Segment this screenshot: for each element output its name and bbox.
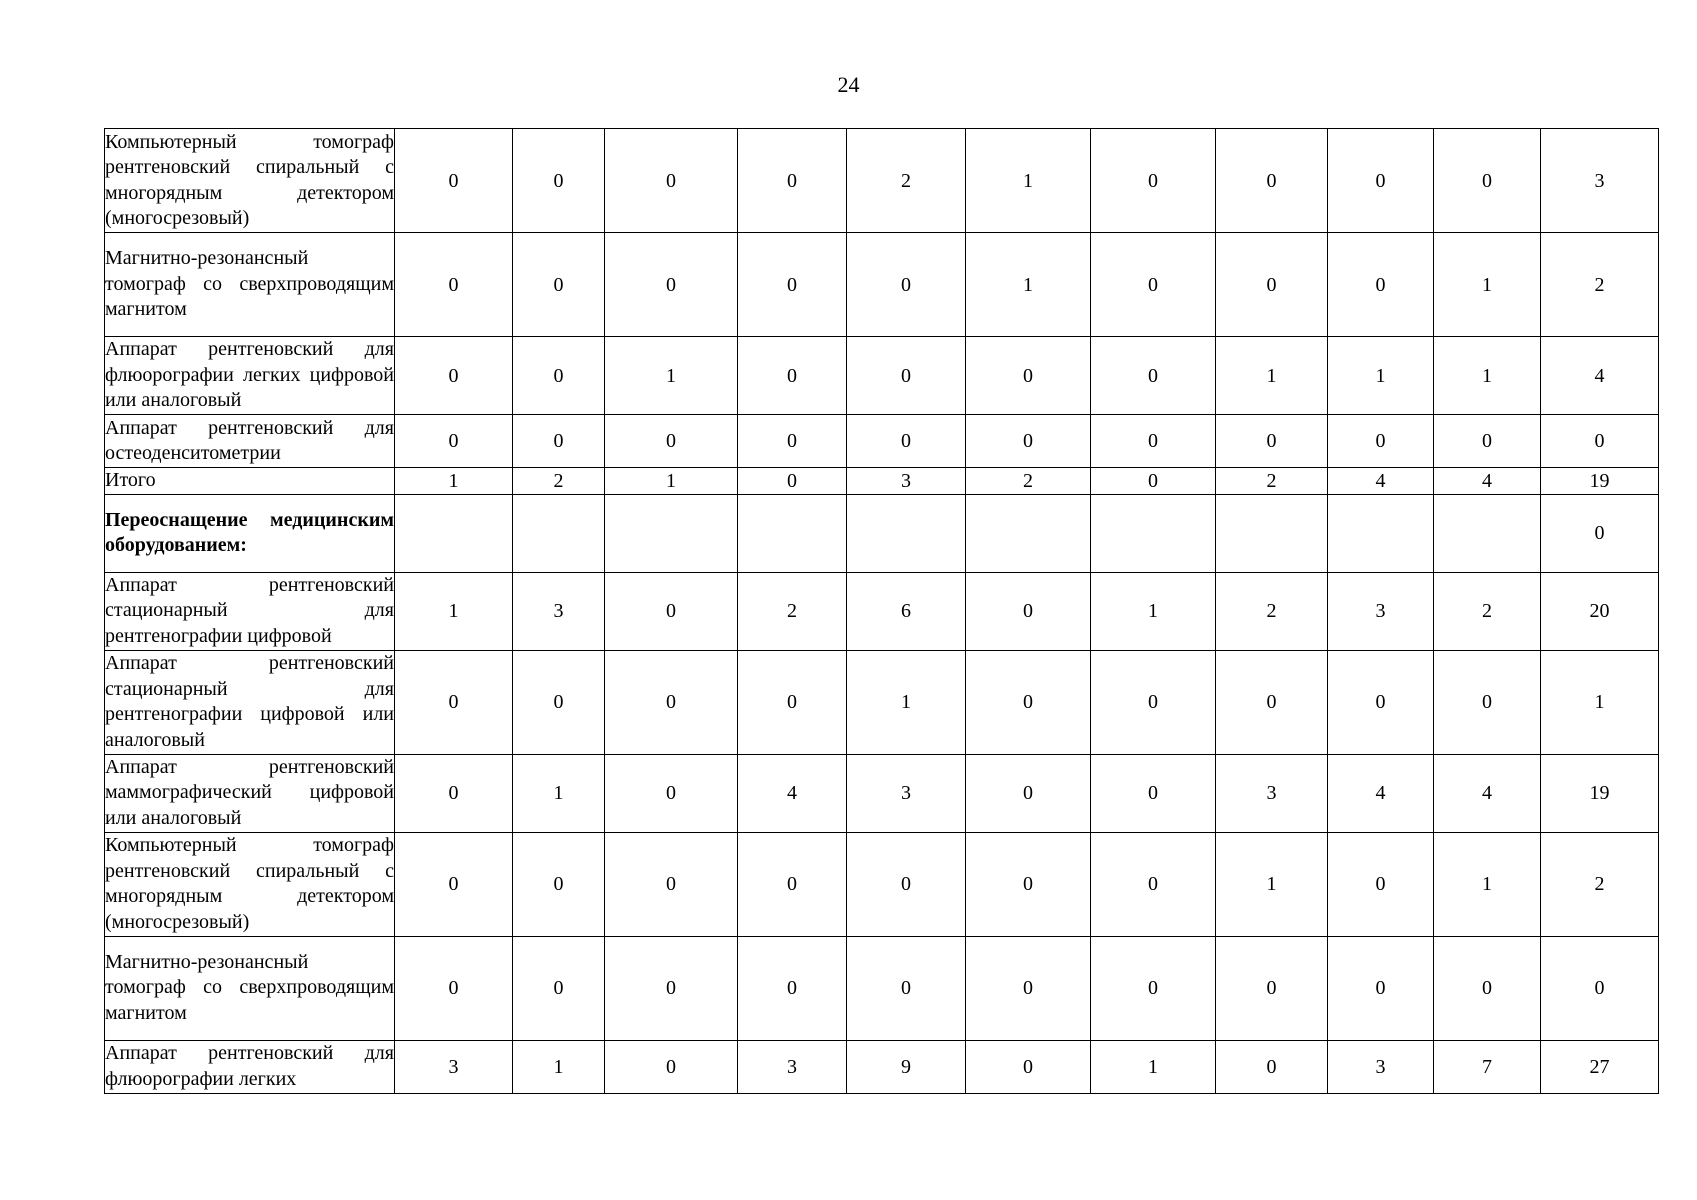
value-cell: 1 <box>1216 832 1328 936</box>
table-row <box>105 233 1659 337</box>
value-cell: 0 <box>513 337 605 415</box>
row-label: Аппарат рентгеновский для флюорографии легких цифровой или аналоговый <box>105 337 395 415</box>
value-cell: 1 <box>966 233 1091 337</box>
table-row <box>105 337 1659 415</box>
value-cell: 0 <box>1091 936 1216 1040</box>
value-cell: 2 <box>847 129 966 233</box>
value-cell: 0 <box>1328 129 1434 233</box>
row-label: Магнитно-резонансный томограф со сверхпроводящим магнитом <box>105 936 395 1040</box>
value-cell: 0 <box>395 936 513 1040</box>
value-cell: 0 <box>1328 650 1434 754</box>
value-cell: 0 <box>1328 415 1434 468</box>
value-cell: 0 <box>395 129 513 233</box>
value-cell: 0 <box>605 1040 738 1093</box>
table-row <box>105 650 1659 754</box>
value-cell: 1 <box>1434 233 1541 337</box>
value-cell: 0 <box>738 233 847 337</box>
value-cell <box>605 494 738 572</box>
value-cell: 1 <box>847 650 966 754</box>
table-row <box>105 936 1659 1040</box>
value-cell: 2 <box>738 572 847 650</box>
value-cell <box>395 494 513 572</box>
value-cell: 1 <box>1091 572 1216 650</box>
value-cell: 0 <box>966 572 1091 650</box>
value-cell: 0 <box>1434 415 1541 468</box>
row-label: Аппарат рентгеновский маммографический цифровой или аналоговый <box>105 754 395 832</box>
page-number: 24 <box>837 72 860 97</box>
value-cell: 0 <box>513 415 605 468</box>
value-cell: 0 <box>1328 936 1434 1040</box>
value-cell: 4 <box>1328 754 1434 832</box>
value-cell: 1 <box>513 754 605 832</box>
value-cell: 0 <box>605 572 738 650</box>
value-cell: 1 <box>605 337 738 415</box>
total-cell: 0 <box>1541 494 1659 572</box>
row-label: Аппарат рентгеновский для остеоденситометрии <box>105 415 395 468</box>
value-cell: 2 <box>966 468 1091 495</box>
value-cell: 7 <box>1434 1040 1541 1093</box>
value-cell: 1 <box>513 1040 605 1093</box>
row-label: Аппарат рентгеновский для флюорографии легких <box>105 1040 395 1093</box>
value-cell: 2 <box>1434 572 1541 650</box>
value-cell: 0 <box>513 832 605 936</box>
equipment-table <box>104 128 1659 1094</box>
value-cell <box>1434 494 1541 572</box>
value-cell: 4 <box>1328 468 1434 495</box>
value-cell: 0 <box>966 337 1091 415</box>
value-cell: 3 <box>1216 754 1328 832</box>
value-cell: 0 <box>1216 1040 1328 1093</box>
value-cell: 0 <box>513 233 605 337</box>
value-cell: 0 <box>605 129 738 233</box>
value-cell: 1 <box>1434 832 1541 936</box>
value-cell: 0 <box>1434 650 1541 754</box>
table-row <box>105 415 1659 468</box>
row-label: Компьютерный томограф рентгеновский спиральный с многорядным детектором (многосрезовый) <box>105 129 395 233</box>
value-cell: 0 <box>605 832 738 936</box>
value-cell: 0 <box>395 754 513 832</box>
value-cell: 9 <box>847 1040 966 1093</box>
table-row <box>105 468 1659 495</box>
value-cell: 0 <box>605 415 738 468</box>
total-cell: 2 <box>1541 233 1659 337</box>
value-cell: 2 <box>1216 468 1328 495</box>
total-cell: 0 <box>1541 415 1659 468</box>
table-row <box>105 754 1659 832</box>
value-cell: 0 <box>847 337 966 415</box>
value-cell: 0 <box>1216 233 1328 337</box>
value-cell: 0 <box>847 415 966 468</box>
value-cell: 1 <box>966 129 1091 233</box>
value-cell: 0 <box>847 832 966 936</box>
value-cell: 0 <box>738 337 847 415</box>
value-cell: 1 <box>1434 337 1541 415</box>
value-cell: 0 <box>513 650 605 754</box>
value-cell: 0 <box>1328 832 1434 936</box>
value-cell: 0 <box>513 129 605 233</box>
value-cell: 0 <box>1091 650 1216 754</box>
value-cell: 0 <box>738 650 847 754</box>
value-cell: 3 <box>1328 1040 1434 1093</box>
value-cell: 0 <box>1091 415 1216 468</box>
value-cell: 0 <box>738 129 847 233</box>
total-cell: 0 <box>1541 936 1659 1040</box>
value-cell: 1 <box>395 468 513 495</box>
value-cell: 3 <box>847 468 966 495</box>
total-cell: 4 <box>1541 337 1659 415</box>
value-cell: 0 <box>738 468 847 495</box>
value-cell: 0 <box>1091 129 1216 233</box>
total-cell: 27 <box>1541 1040 1659 1093</box>
value-cell: 0 <box>966 415 1091 468</box>
table-row <box>105 832 1659 936</box>
value-cell: 3 <box>513 572 605 650</box>
value-cell: 0 <box>1328 233 1434 337</box>
value-cell: 0 <box>738 415 847 468</box>
total-cell: 20 <box>1541 572 1659 650</box>
table-body <box>105 129 1659 1094</box>
table-row <box>105 129 1659 233</box>
total-cell: 2 <box>1541 832 1659 936</box>
total-cell: 19 <box>1541 468 1659 495</box>
value-cell: 0 <box>1434 936 1541 1040</box>
value-cell: 2 <box>1216 572 1328 650</box>
value-cell: 3 <box>847 754 966 832</box>
total-cell: 1 <box>1541 650 1659 754</box>
value-cell: 0 <box>605 650 738 754</box>
table-row <box>105 494 1659 572</box>
value-cell: 3 <box>395 1040 513 1093</box>
value-cell: 4 <box>1434 468 1541 495</box>
value-cell: 0 <box>605 754 738 832</box>
value-cell: 1 <box>1216 337 1328 415</box>
value-cell: 0 <box>605 936 738 1040</box>
table-row <box>105 1040 1659 1093</box>
value-cell: 0 <box>738 832 847 936</box>
value-cell: 0 <box>395 337 513 415</box>
row-label: Аппарат рентгеновский стационарный для рентгенографии цифровой <box>105 572 395 650</box>
value-cell <box>847 494 966 572</box>
value-cell: 6 <box>847 572 966 650</box>
value-cell: 0 <box>1091 337 1216 415</box>
value-cell <box>1091 494 1216 572</box>
table-row <box>105 572 1659 650</box>
value-cell: 0 <box>395 233 513 337</box>
section-heading: Переоснащение медицинским оборудованием: <box>105 494 395 572</box>
value-cell: 0 <box>847 233 966 337</box>
value-cell: 0 <box>1091 754 1216 832</box>
value-cell: 0 <box>395 832 513 936</box>
value-cell: 0 <box>605 233 738 337</box>
value-cell: 0 <box>1091 468 1216 495</box>
value-cell <box>1216 494 1328 572</box>
value-cell: 0 <box>1091 832 1216 936</box>
value-cell <box>513 494 605 572</box>
value-cell: 0 <box>1216 936 1328 1040</box>
total-cell: 19 <box>1541 754 1659 832</box>
value-cell: 0 <box>966 832 1091 936</box>
row-label: Магнитно-резонансный томограф со сверхпроводящим магнитом <box>105 233 395 337</box>
value-cell: 0 <box>1091 233 1216 337</box>
row-label: Аппарат рентгеновский стационарный для рентгенографии цифровой или аналоговый <box>105 650 395 754</box>
value-cell: 0 <box>966 936 1091 1040</box>
value-cell <box>966 494 1091 572</box>
value-cell: 0 <box>1216 129 1328 233</box>
value-cell <box>1328 494 1434 572</box>
value-cell: 0 <box>847 936 966 1040</box>
value-cell: 3 <box>738 1040 847 1093</box>
value-cell: 0 <box>966 650 1091 754</box>
value-cell: 2 <box>513 468 605 495</box>
value-cell: 4 <box>738 754 847 832</box>
value-cell: 0 <box>1434 129 1541 233</box>
value-cell: 0 <box>1216 650 1328 754</box>
value-cell: 0 <box>738 936 847 1040</box>
value-cell: 0 <box>1216 415 1328 468</box>
value-cell: 0 <box>966 754 1091 832</box>
value-cell: 1 <box>1328 337 1434 415</box>
value-cell <box>738 494 847 572</box>
value-cell: 1 <box>1091 1040 1216 1093</box>
row-label: Компьютерный томограф рентгеновский спиральный с многорядным детектором (многосрезовый) <box>105 832 395 936</box>
value-cell: 0 <box>513 936 605 1040</box>
value-cell: 0 <box>395 415 513 468</box>
value-cell: 1 <box>605 468 738 495</box>
value-cell: 1 <box>395 572 513 650</box>
row-label: Итого <box>105 468 395 495</box>
value-cell: 4 <box>1434 754 1541 832</box>
value-cell: 0 <box>395 650 513 754</box>
value-cell: 3 <box>1328 572 1434 650</box>
value-cell: 0 <box>966 1040 1091 1093</box>
total-cell: 3 <box>1541 129 1659 233</box>
